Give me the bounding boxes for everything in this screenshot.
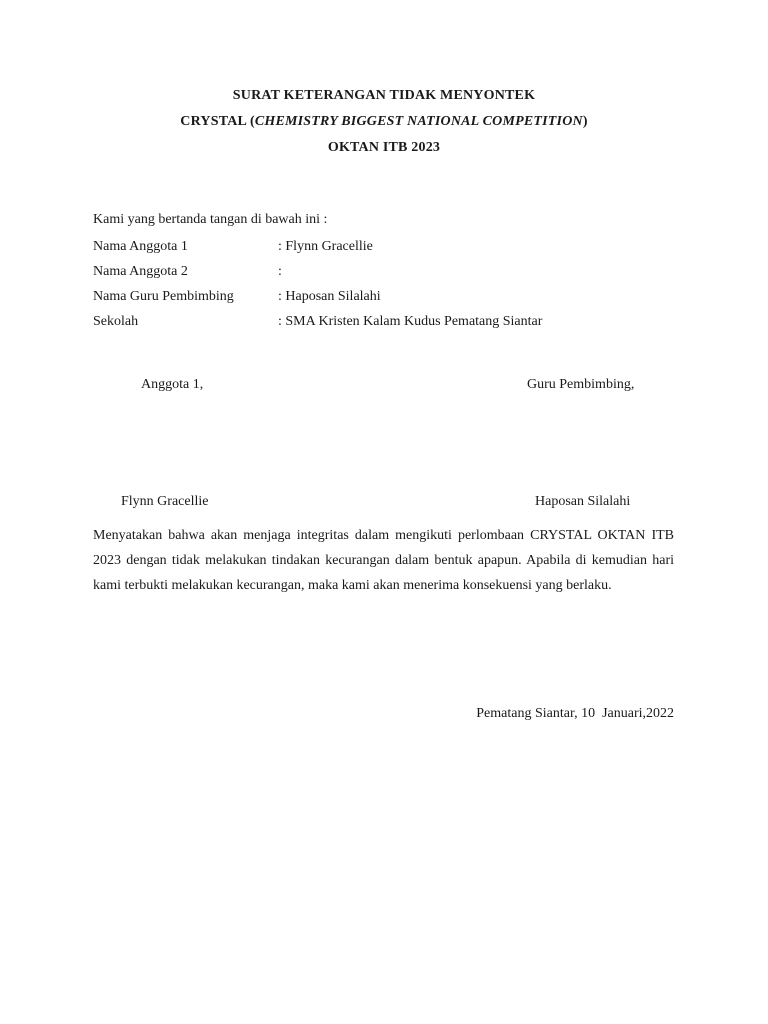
- field-value: : SMA Kristen Kalam Kudus Pematang Siantar: [278, 314, 543, 329]
- subtitle-prefix: CRYSTAL (: [180, 114, 255, 129]
- subtitle-suffix: ): [582, 114, 588, 129]
- field-row-sekolah: [93, 314, 693, 336]
- field-value: : Flynn Gracellie: [278, 239, 373, 254]
- document-event: OKTAN ITB 2023: [327, 140, 441, 155]
- subtitle-italic: CHEMISTRY BIGGEST NATIONAL COMPETITION: [254, 114, 583, 129]
- statement-paragraph: Menyatakan bahwa akan menjaga integritas dalam mengikuti perlombaan CRYSTAL OKTAN ITB 2023 dengan tidak melakukan tindakan kecurangan dalam bentuk apapun. Apabila di kemudian hari kami terbukti melakukan kecurangan, maka kami akan menerima konsekuensi yang berlaku.: [93, 528, 674, 593]
- field-row-guru-pembimbing: [93, 289, 693, 311]
- signature-name-advisor: Haposan Silalahi: [535, 494, 631, 509]
- field-row-anggota-2: [93, 264, 693, 286]
- signature-title-member: Anggota 1,: [141, 377, 204, 392]
- field-label: Nama Guru Pembimbing: [93, 289, 234, 304]
- intro-text: Kami yang bertanda tangan di bawah ini :: [93, 212, 328, 227]
- document-subtitle: [0, 114, 768, 130]
- document-title: SURAT KETERANGAN TIDAK MENYONTEK: [232, 88, 536, 103]
- field-label: Nama Anggota 1: [93, 239, 188, 254]
- place-date: Pematang Siantar, 10 Januari,2022: [476, 706, 674, 721]
- field-value: : Haposan Silalahi: [278, 289, 381, 304]
- field-value: :: [278, 264, 282, 279]
- field-label: Nama Anggota 2: [93, 264, 188, 279]
- signature-title-advisor: Guru Pembimbing,: [527, 377, 635, 392]
- field-label: Sekolah: [93, 314, 139, 329]
- signature-name-member: Flynn Gracellie: [121, 494, 209, 509]
- field-row-anggota-1: [93, 239, 693, 261]
